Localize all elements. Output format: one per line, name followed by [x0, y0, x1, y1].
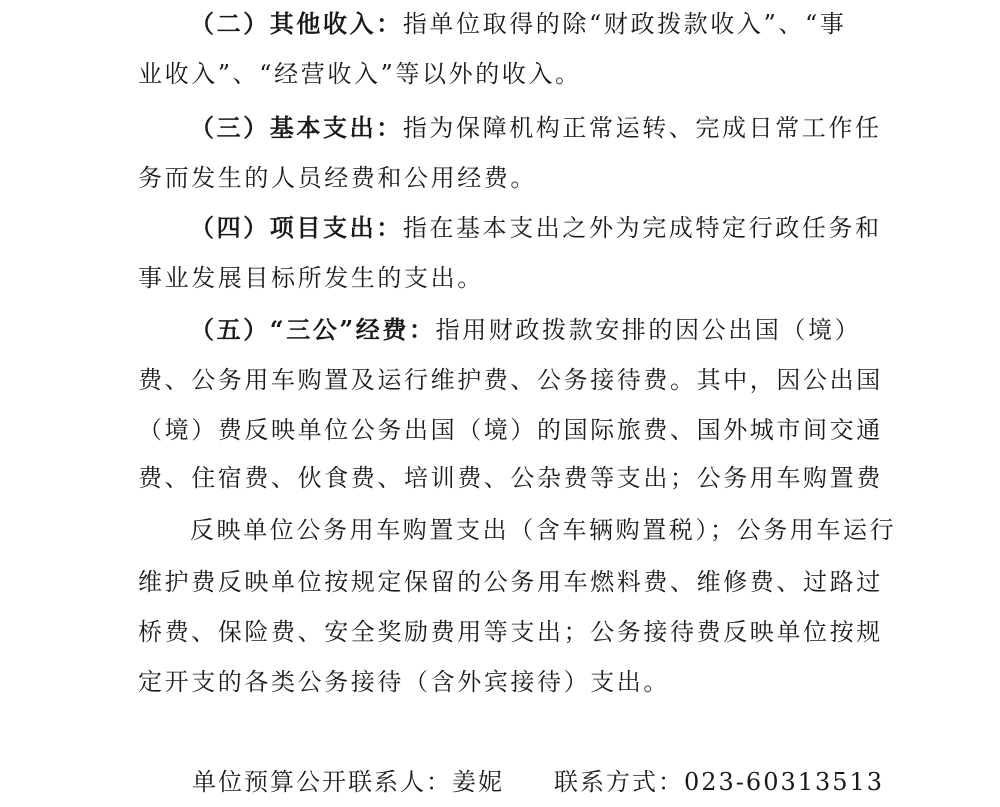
contact-footer — [192, 766, 892, 798]
text: 指单位取得的除“财政拨款收入”、“事 — [402, 10, 847, 38]
paragraph-project-expenditure-line-1 — [190, 212, 882, 244]
paragraph-vehicle-line-3: 桥费、保险费、安全奖励费用等支出；公务接待费反映单位按规 — [138, 618, 883, 646]
text: 指在基本支出之外为完成特定行政任务和 — [402, 214, 882, 242]
paragraph-other-income-line-1 — [190, 8, 878, 40]
paragraph-other-income-line-2: 业收入”、“经营收入”等以外的收入。 — [138, 60, 582, 88]
paragraph-basic-expenditure-line-2: 务而发生的人员经费和公用经费。 — [138, 164, 537, 192]
heading-basic-expenditure: （三）基本支出： — [190, 113, 403, 142]
paragraph-vehicle-line-2: 维护费反映单位按规定保留的公务用车燃料费、维修费、过路过 — [138, 568, 883, 596]
text: 指用财政拨款安排的因公出国（境） — [435, 316, 862, 344]
paragraph-three-public-line-3: （境）费反映单位公务出国（境）的国际旅费、国外城市间交通 — [138, 416, 883, 444]
heading-project-expenditure: （四）项目支出： — [190, 213, 403, 242]
paragraph-vehicle-line-4: 定开支的各类公务接待（含外宾接待）支出。 — [138, 668, 670, 696]
phone-label: 联系方式： — [554, 768, 684, 796]
paragraph-vehicle-line-1: 反映单位公务用车购置支出（含车辆购置税）；公务用车运行 — [190, 516, 897, 544]
heading-three-public-expenses: （五）“三公”经费： — [190, 315, 436, 344]
paragraph-three-public-line-1 — [190, 314, 878, 346]
paragraph-basic-expenditure-line-1 — [190, 112, 882, 144]
phone-number: 023-60313513 — [684, 768, 885, 796]
heading-other-income: （二）其他收入： — [190, 9, 403, 38]
contact-label: 单位预算公开联系人： — [192, 768, 452, 796]
contact-name: 姜妮 — [452, 768, 504, 796]
text: 指为保障机构正常运转、完成日常工作任 — [402, 114, 882, 142]
paragraph-three-public-line-4: 费、住宿费、伙食费、培训费、公杂费等支出；公务用车购置费 — [138, 464, 883, 492]
paragraph-three-public-line-2: 费、公务用车购置及运行维护费、公务接待费。其中，因公出国 — [138, 366, 883, 394]
paragraph-project-expenditure-line-2: 事业发展目标所发生的支出。 — [138, 264, 484, 292]
